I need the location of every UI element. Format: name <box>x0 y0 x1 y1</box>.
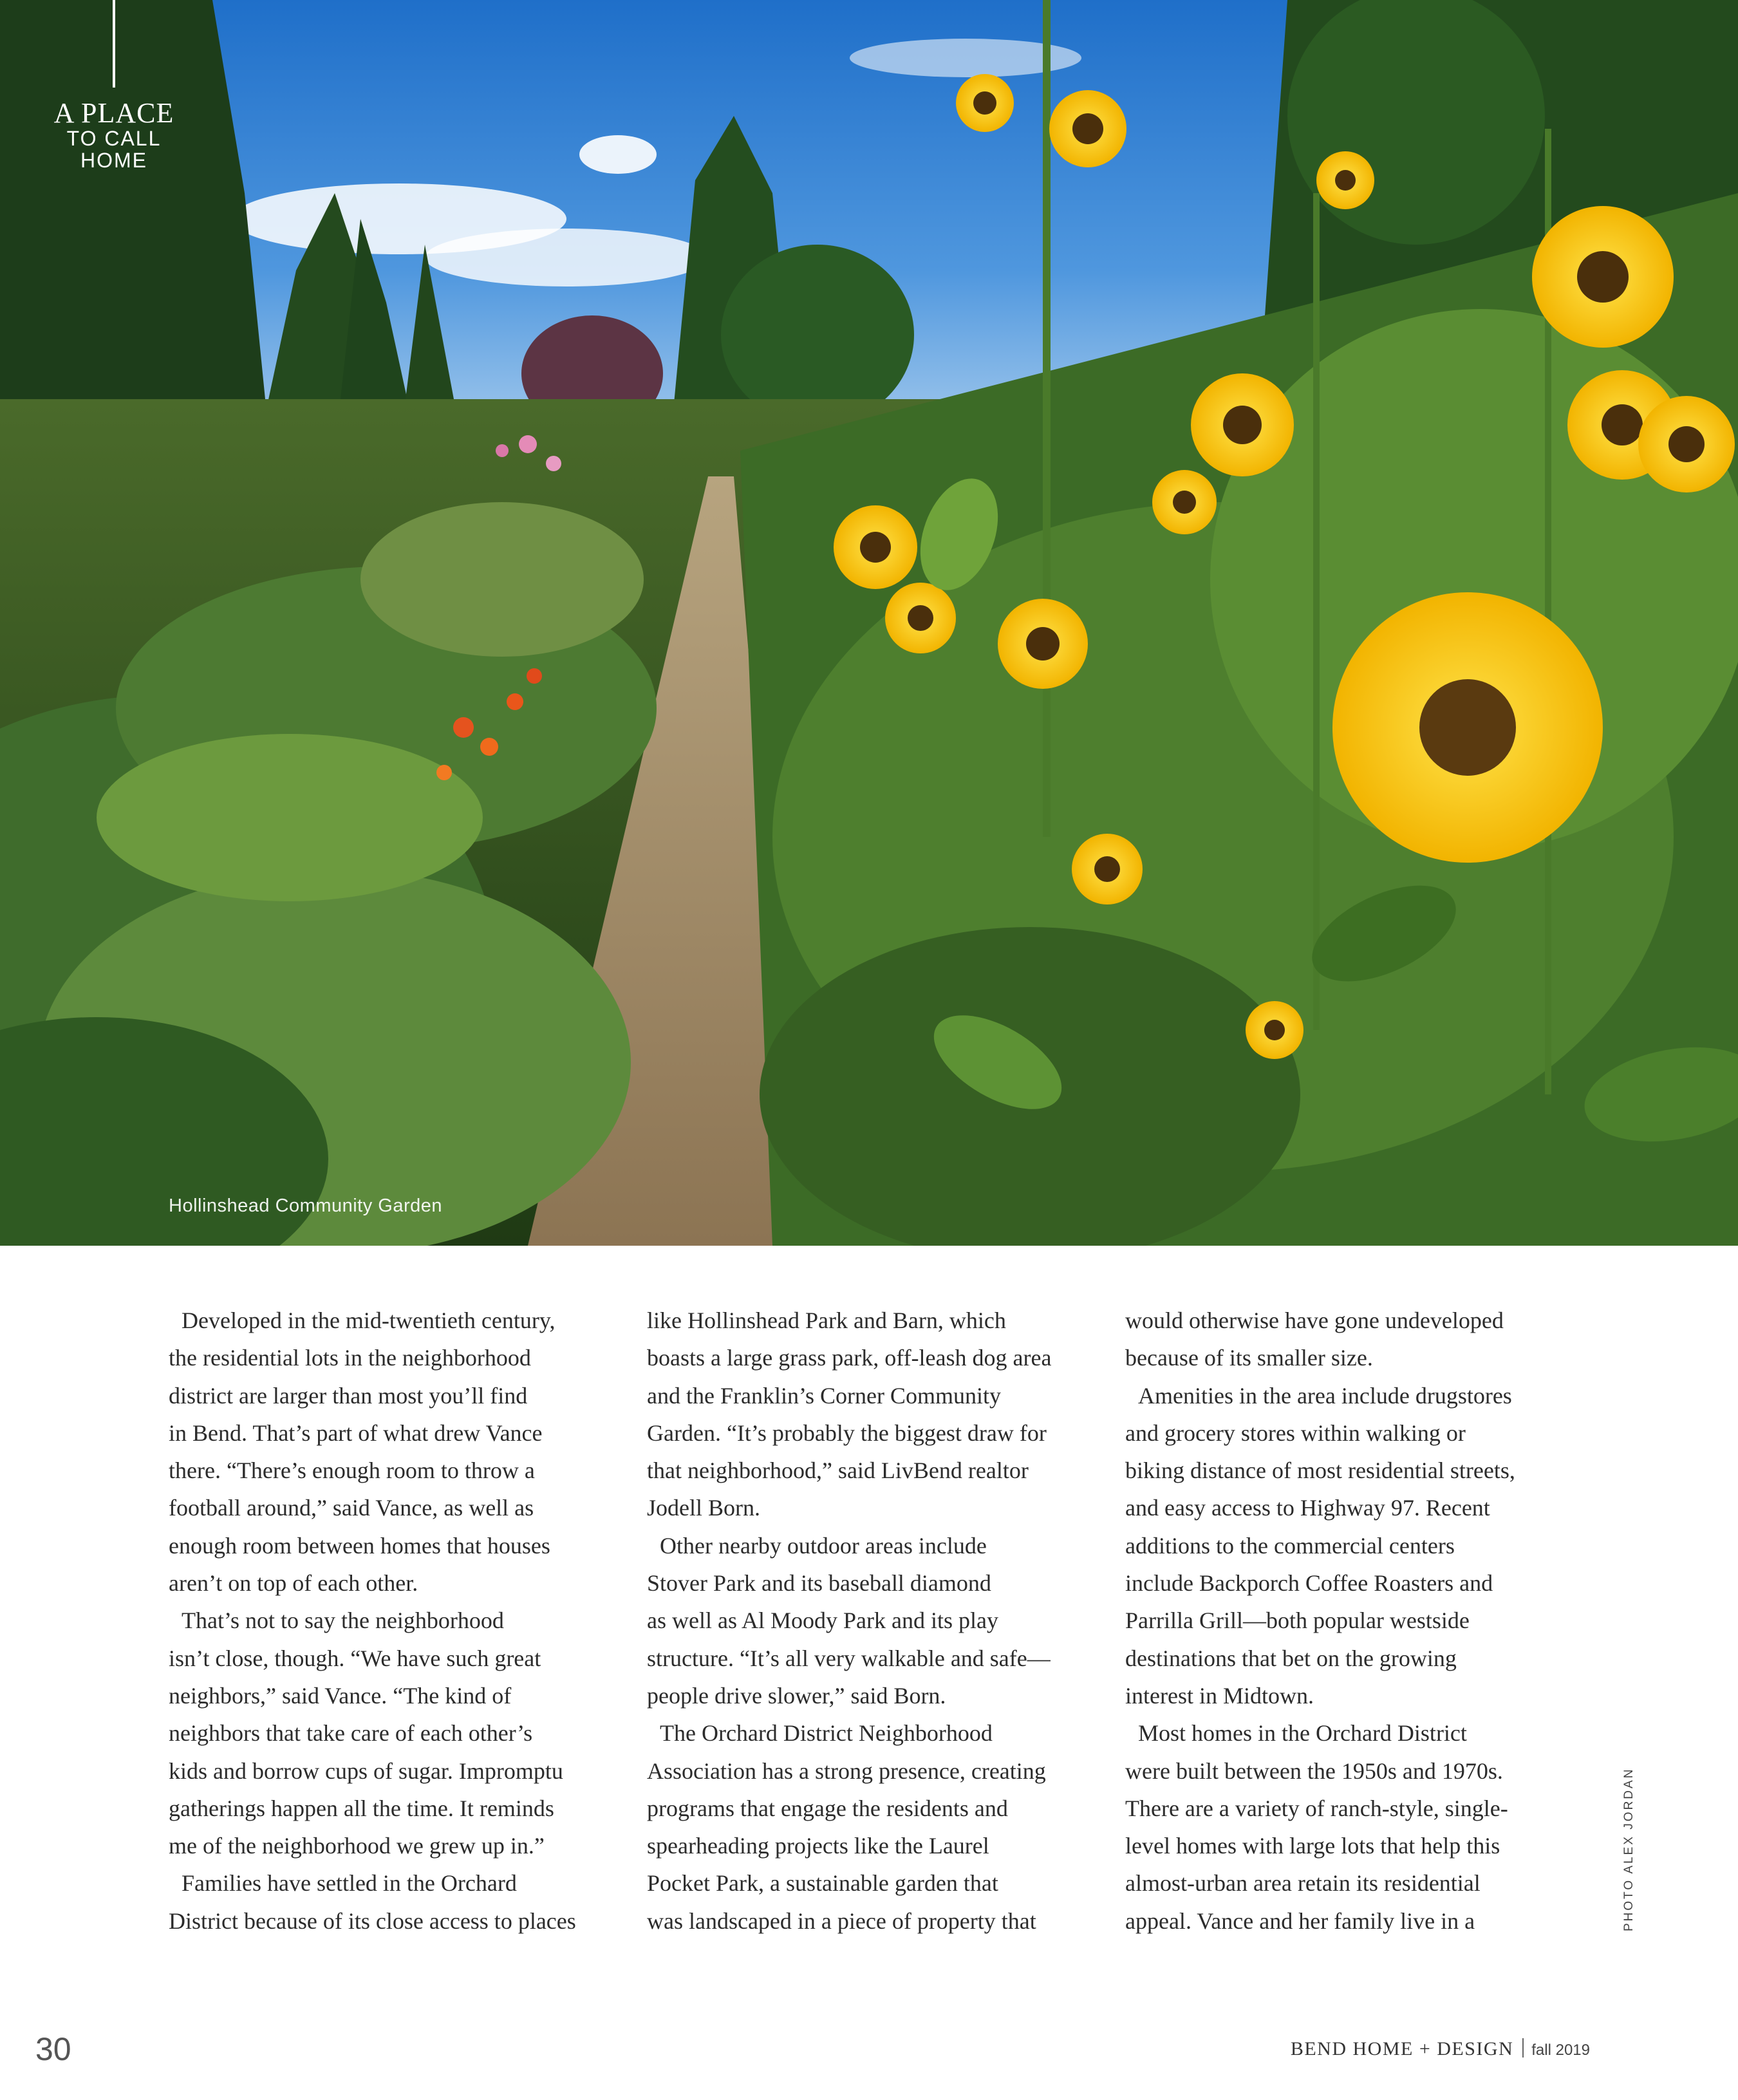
photo-caption: Hollinshead Community Garden <box>169 1195 443 1216</box>
sunflower <box>956 74 1014 132</box>
article-line: destinations that bet on the growing <box>1125 1645 1457 1671</box>
article-line: boasts a large grass park, off-leash dog area <box>647 1345 1052 1371</box>
article-line: Association has a strong presence, creating <box>647 1758 1046 1784</box>
article-line: Stover Park and its baseball diamond <box>647 1570 991 1597</box>
article-line: District because of its close access to places <box>169 1908 576 1934</box>
article-line: interest in Midtown. <box>1125 1682 1314 1709</box>
sunflower <box>885 583 956 653</box>
article-line: like Hollinshead Park and Barn, which <box>647 1308 1006 1333</box>
photo-credit: PHOTO ALEX JORDAN <box>1622 1767 1636 1931</box>
article-line: in Bend. That’s part of what drew Vance <box>169 1420 543 1446</box>
article-line: spearheading projects like the Laurel <box>647 1833 989 1859</box>
publication-name: BEND HOME + DESIGN <box>1290 2038 1514 2059</box>
sunflower <box>1316 151 1374 209</box>
article-line: Developed in the mid-twentieth century, <box>182 1308 556 1333</box>
article-line: because of its smaller size. <box>1125 1345 1373 1371</box>
article-line: enough room between homes that houses <box>169 1532 550 1559</box>
article-line: programs that engage the residents and <box>647 1795 1008 1821</box>
article-column-1 <box>169 1302 619 1940</box>
article-line: and the Franklin’s Corner Community <box>647 1382 1001 1409</box>
article-line: kids and borrow cups of sugar. Impromptu <box>169 1758 563 1784</box>
article-line: additions to the commercial centers <box>1125 1532 1455 1559</box>
article-line: Other nearby outdoor areas include <box>660 1532 987 1559</box>
article-line: level homes with large lots that help this <box>1125 1833 1500 1859</box>
article-line: me of the neighborhood we grew up in.” <box>169 1833 545 1859</box>
section-tag-line-1: A PLACE <box>53 97 174 129</box>
article-line: as well as Al Moody Park and its play <box>647 1608 998 1634</box>
article-line: football around,” said Vance, as well as <box>169 1495 534 1521</box>
article-column-3 <box>1125 1302 1576 1940</box>
article-line: Garden. “It’s probably the biggest draw for <box>647 1420 1047 1446</box>
sunflower <box>1246 1001 1304 1059</box>
article-line: were built between the 1950s and 1970s. <box>1125 1758 1503 1784</box>
article-line: neighbors that take care of each other’s <box>169 1720 533 1747</box>
article-line: isn’t close, though. “We have such great <box>169 1645 541 1671</box>
article-line: Families have settled in the Orchard <box>182 1870 517 1897</box>
article-column-2 <box>647 1302 1098 1940</box>
sunflower <box>1332 592 1603 863</box>
article-line: and easy access to Highway 97. Recent <box>1125 1495 1490 1521</box>
article-line: That’s not to say the neighborhood <box>182 1608 504 1634</box>
article-line: neighbors,” said Vance. “The kind of <box>169 1682 512 1709</box>
article-line: aren’t on top of each other. <box>169 1570 418 1597</box>
sunflower <box>1152 470 1217 534</box>
sunflower <box>1191 373 1294 476</box>
article-line: gatherings happen all the time. It reminds <box>169 1795 554 1821</box>
article-line: district are larger than most you’ll find <box>169 1382 528 1409</box>
page-number: 30 <box>35 2031 71 2067</box>
article-line: include Backporch Coffee Roasters and <box>1125 1570 1493 1597</box>
article-line: Pocket Park, a sustainable garden that <box>647 1870 998 1897</box>
article-line: the residential lots in the neighborhood <box>169 1345 531 1371</box>
section-tag-line-2: TO CALL <box>66 127 162 150</box>
article-line: There are a variety of ranch-style, single- <box>1125 1795 1508 1821</box>
article-line: almost-urban area retain its residential <box>1125 1870 1481 1897</box>
article-line: people drive slower,” said Born. <box>647 1682 946 1709</box>
sunflower <box>1638 396 1735 492</box>
article-line: would otherwise have gone undeveloped <box>1125 1308 1504 1333</box>
article-line: Jodell Born. <box>647 1495 760 1521</box>
article-line: biking distance of most residential streets, <box>1125 1458 1515 1484</box>
section-tag-line-3: HOME <box>80 149 147 172</box>
article-line: was landscaped in a piece of property that <box>647 1908 1036 1934</box>
article-line: there. “There’s enough room to throw a <box>169 1458 535 1484</box>
article-line: Parrilla Grill—both popular westside <box>1125 1608 1470 1634</box>
issue-label: fall 2019 <box>1531 2041 1590 2059</box>
sunflower <box>998 599 1088 689</box>
article-line: appeal. Vance and her family live in a <box>1125 1908 1475 1934</box>
article-line: Most homes in the Orchard District <box>1138 1720 1467 1747</box>
article-line: structure. “It’s all very walkable and safe— <box>647 1645 1051 1671</box>
sunflower <box>1049 90 1126 167</box>
section-tag-rule <box>113 0 115 88</box>
sunflower <box>1532 206 1674 348</box>
running-footer <box>1291 2038 1590 2060</box>
article-line: and grocery stores within walking or <box>1125 1420 1466 1446</box>
article-line: Amenities in the area include drugstores <box>1138 1382 1512 1409</box>
sunflower <box>1072 834 1143 905</box>
section-tag <box>53 0 175 171</box>
sunflower <box>834 505 917 589</box>
article-line: The Orchard District Neighborhood <box>660 1720 993 1747</box>
article-line: that neighborhood,” said LivBend realtor <box>647 1458 1029 1484</box>
footer-divider <box>1522 2038 1524 2058</box>
